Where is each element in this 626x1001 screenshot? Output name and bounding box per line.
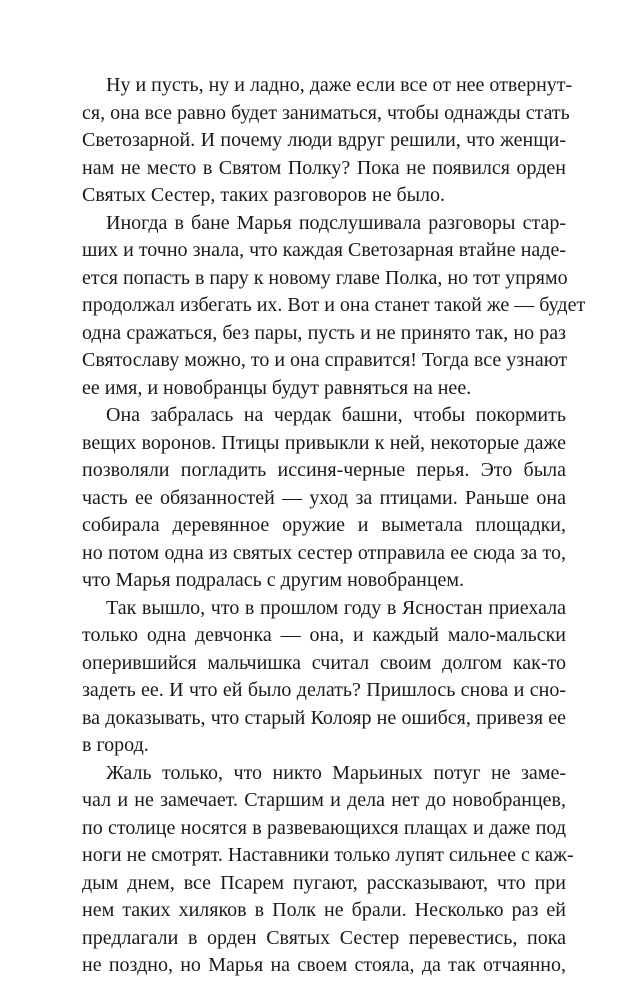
text-line: ва доказывать, что старый Колояр не ошибся, привезя ее [82,706,566,729]
text-line: по столице носятся в развевающихся плащах и даже под [82,816,566,839]
text-line: одна сражаться, без пары, пусть и не принято так, но раз [82,321,566,344]
text-line: Святых Сестер, таких разговоров не было. [82,184,446,206]
text-line: нам не место в Святом Полку? Пока не появился орден [82,156,566,179]
text-line: Она забралась на чердак башни, чтобы покормить [106,404,566,426]
text-line: чал и не замечает. Старшим и дела нет до новобранцев, [82,789,566,811]
text-line: ее имя, и новобранцы будут равняться на нее. [82,376,472,399]
paragraph [82,210,586,403]
text-line: предлагали в орден Святых Сестер перевестись, пока [82,926,566,949]
text-line: но потом одна из святых сестер отправила ее сюда за то, [82,541,566,564]
text-line: задеть ее. И что ей было делать? Пришлось снова и сно- [82,679,566,701]
text-line: собирала деревянное оружие и выметала площадки, [82,514,566,536]
text-line: ших и точно знала, что каждая Светозарная втайне наде- [82,239,566,261]
text-line: Так вышло, что в прошлом году в Ясностан приехала [106,596,566,619]
text-line: в город. [82,734,149,756]
text-line: нем таких хиляков в Полк не брали. Несколько раз ей [82,899,566,921]
text-column [82,72,586,980]
text-line: позволяли погладить иссиня-черные перья. Это была [82,459,566,481]
paragraph [82,402,566,595]
text-line: ся, она все равно будет заниматься, чтобы однажды стать [82,101,570,124]
text-line: ется попасть в пару к новому главе Полка, но тот упрямо [82,266,568,289]
text-line: оперившийся мальчишка считал своим долгом как-то [82,651,566,674]
text-line: часть ее обязанностей — уход за птицами. Раньше она [82,486,566,509]
text-line: Святославу можно, то и она справится! Тогда все узнают [82,349,568,371]
text-line: вещих воронов. Птицы привыкли к ней, некоторые даже [82,431,566,454]
text-line: не поздно, но Марья на своем стояла, да так отчаянно, [82,954,566,976]
text-line: что Марья подралась с другим новобранцем. [82,569,465,591]
text-line: Иногда в бане Марья подслушивала разговоры стар- [106,211,566,234]
text-line: только одна девчонка — она, и каждый мало-мальски [82,624,566,646]
text-line: ноги не смотрят. Наставники только лупят сильнее с каж- [82,844,574,866]
paragraph [82,760,574,980]
text-line: Жаль только, что никто Марьиных потуг не заме- [106,761,566,784]
text-line: продолжал избегать их. Вот и она станет такой же — будет [82,294,586,316]
paragraph [82,72,573,210]
text-line: Ну и пусть, ну и ладно, даже если все от нее отвернут- [106,74,573,96]
paragraph [82,595,566,760]
text-line: Светозарной. И почему люди вдруг решили, что женщи- [82,129,566,151]
text-line: дым днем, все Псарем пугают, рассказывают, что при [82,871,566,894]
